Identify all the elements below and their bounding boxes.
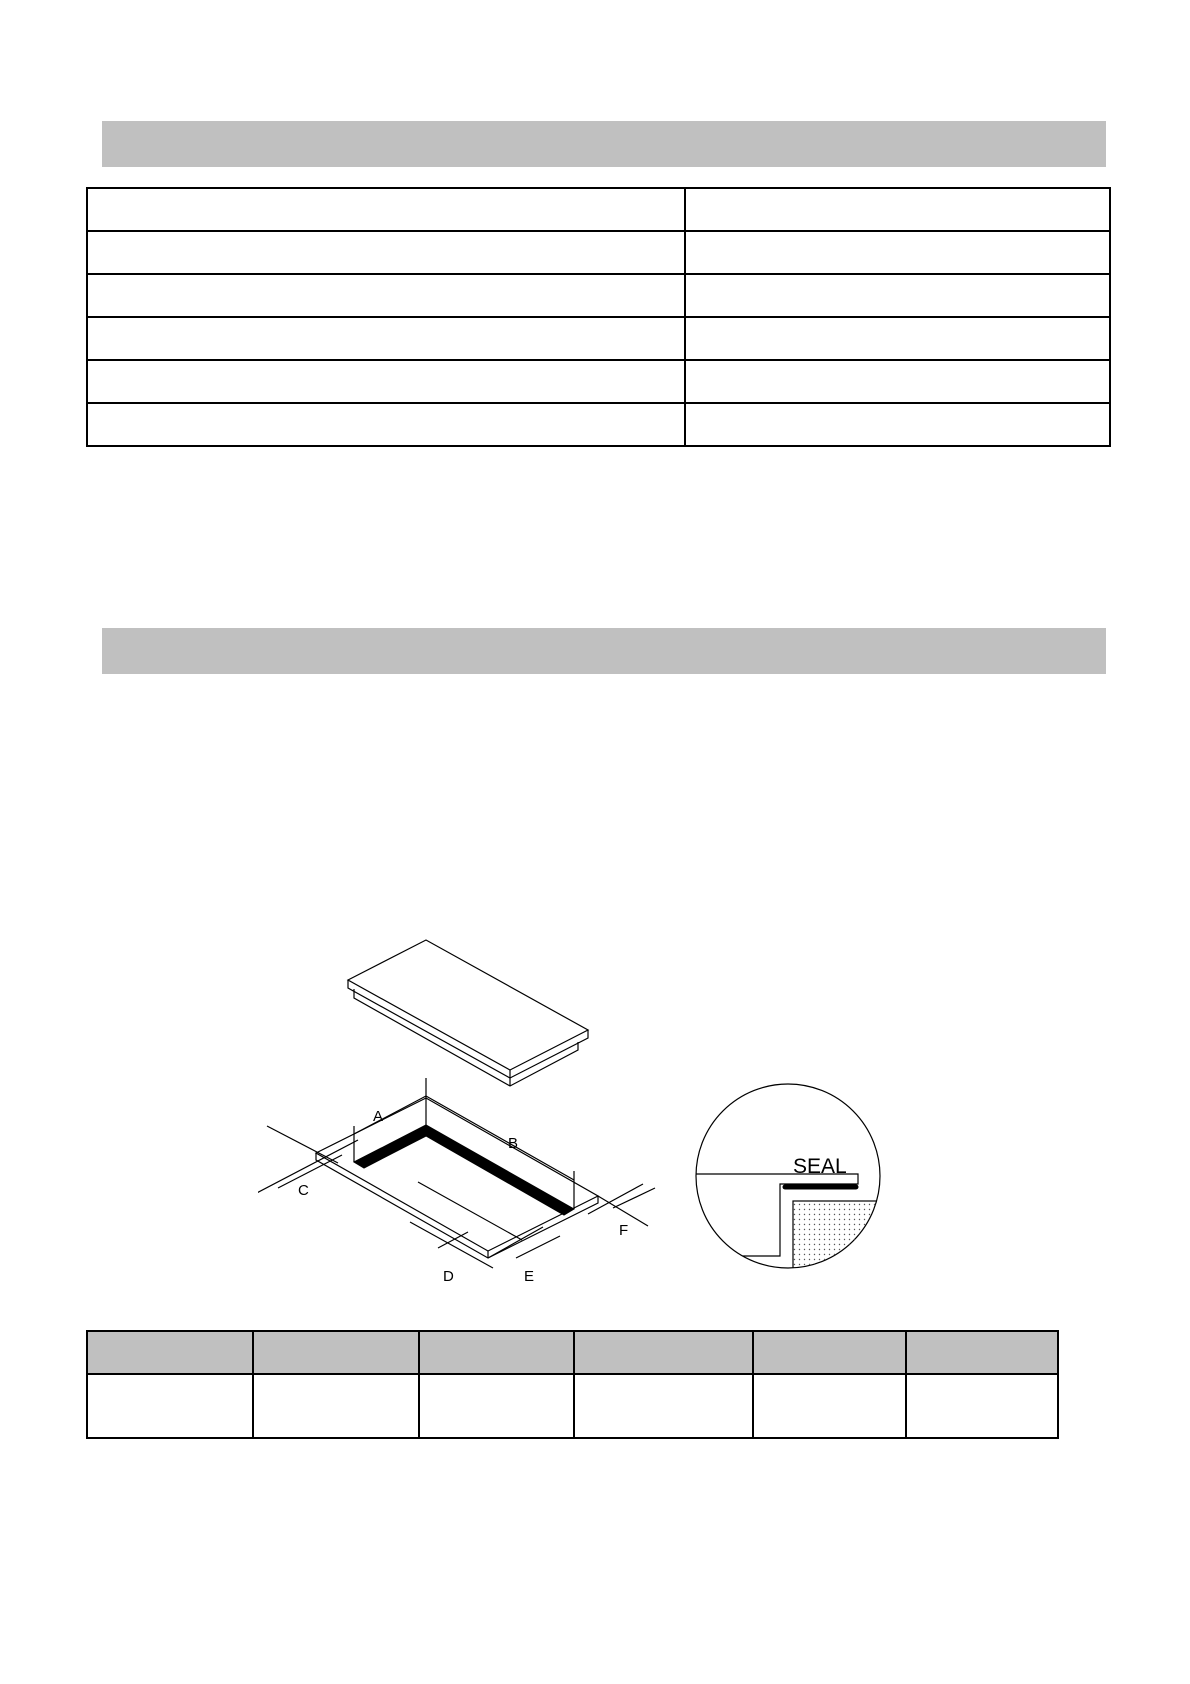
- seal-label: SEAL: [793, 1155, 847, 1178]
- section-header-bar-2: [102, 628, 1106, 674]
- spec-label-cell: [87, 188, 685, 231]
- countertop-drawing: [316, 1098, 598, 1258]
- dimension-table-values: [87, 1374, 1058, 1438]
- dimension-header-cell: [419, 1331, 574, 1374]
- installation-diagram: [258, 938, 898, 1308]
- dimension-value-cell: [253, 1374, 419, 1438]
- spec-value-cell: [685, 360, 1110, 403]
- spec-value-cell: [685, 188, 1110, 231]
- spec-label-cell: [87, 317, 685, 360]
- spec-row: [87, 360, 1110, 403]
- label-b: B: [508, 1135, 519, 1152]
- dimension-header-cell: [574, 1331, 753, 1374]
- dimension-labels: [298, 1108, 628, 1285]
- dimension-value-cell: [419, 1374, 574, 1438]
- spec-row: [87, 317, 1110, 360]
- spec-value-cell: [685, 231, 1110, 274]
- dimension-table-header: [87, 1331, 1058, 1374]
- dimension-b: [426, 1096, 574, 1209]
- dimension-value-cell: [906, 1374, 1058, 1438]
- section-header-bar-1: [102, 121, 1106, 167]
- seal-detail-circle: [688, 1084, 893, 1308]
- label-f: F: [619, 1222, 629, 1239]
- spec-row: [87, 403, 1110, 446]
- dimension-header-cell: [253, 1331, 419, 1374]
- spec-table: [86, 187, 1111, 447]
- dimension-value-cell: [87, 1374, 253, 1438]
- label-e: E: [524, 1268, 535, 1285]
- spec-label-cell: [87, 360, 685, 403]
- spec-row: [87, 274, 1110, 317]
- spec-row: [87, 231, 1110, 274]
- spec-label-cell: [87, 231, 685, 274]
- dimension-value-cell: [574, 1374, 753, 1438]
- spec-label-cell: [87, 403, 685, 446]
- dimension-f: [588, 1184, 655, 1226]
- dimension-header-cell: [753, 1331, 906, 1374]
- hob-drawing: [348, 940, 588, 1086]
- spec-value-cell: [685, 403, 1110, 446]
- spec-label-cell: [87, 274, 685, 317]
- dimension-header-cell: [87, 1331, 253, 1374]
- dimension-value-cell: [753, 1374, 906, 1438]
- spec-value-cell: [685, 274, 1110, 317]
- dimension-e: [488, 1227, 560, 1258]
- cutout-seal: [354, 1125, 574, 1215]
- label-d: D: [443, 1268, 454, 1285]
- spec-row: [87, 188, 1110, 231]
- dimension-table: [86, 1330, 1059, 1439]
- dimension-d: [410, 1182, 522, 1268]
- label-c: C: [298, 1182, 309, 1199]
- label-a: A: [373, 1108, 384, 1125]
- spec-value-cell: [685, 317, 1110, 360]
- dimension-header-cell: [906, 1331, 1058, 1374]
